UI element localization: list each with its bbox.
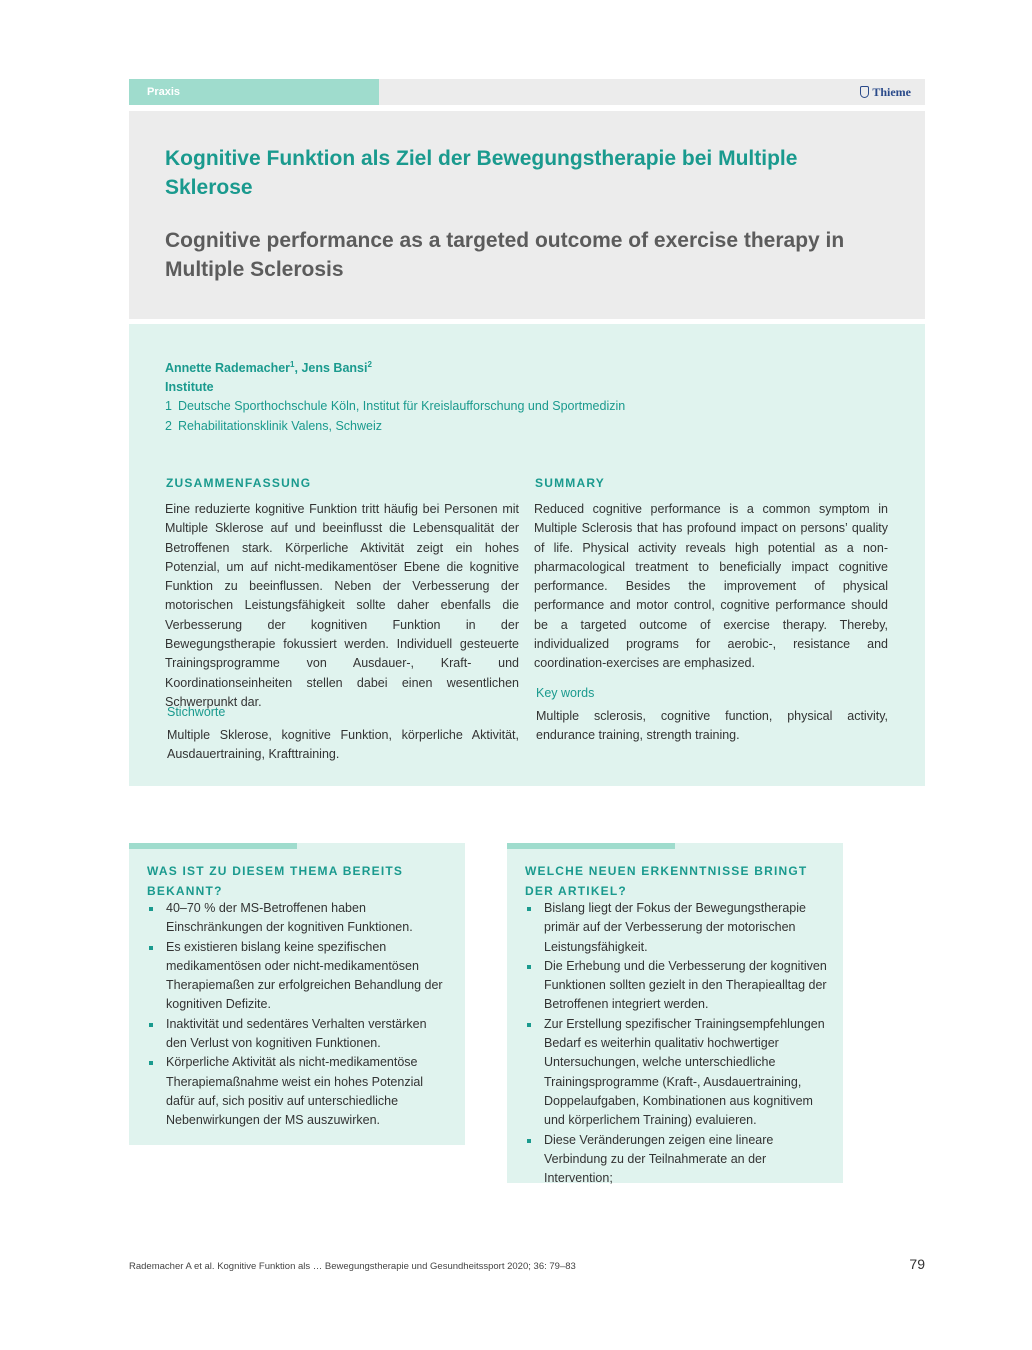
list-item (147, 1053, 449, 1130)
bullet-icon (149, 1023, 153, 1027)
author-affiliation: 1 (290, 360, 295, 369)
institute-name: Rehabilitationsklinik Valens, Schweiz (177, 419, 382, 433)
list-item (525, 1131, 827, 1189)
infobox-accent (129, 843, 297, 849)
stichworte-text: Multiple Sklerose, kognitive Funktion, körperliche Aktivität, Ausdauertraining, Krafttraining. (167, 728, 519, 762)
stichworte-heading: Stichworte (167, 705, 226, 719)
thieme-logo-icon (860, 86, 869, 98)
bullet-icon (527, 907, 531, 911)
institute-item (165, 419, 382, 433)
section-label: Praxis (129, 79, 379, 105)
summary-heading: SUMMARY (535, 476, 605, 490)
keywords-text: Multiple sclerosis, cognitive function, physical activity, endurance training, strength training. (536, 709, 888, 743)
list-item-text: Die Erhebung und die Verbesserung der kognitiven Funktionen sollten gezielt in den Therapiealltag der Betroffenen integriert werden. (544, 958, 827, 1012)
author-name: Jens Bansi (301, 361, 368, 376)
list-item-text: Inaktivität und sedentäres Verhalten verstärken den Verlust von kognitiven Funktionen. (166, 1016, 427, 1051)
list-item-text: Bislang liegt der Fokus der Bewegungstherapie primär auf der Verbesserung der motorischen Leistungsfähigkeit. (544, 901, 806, 954)
list-item-text: Zur Erstellung spezifischer Trainingsempfehlungen Bedarf es weiterhin qualitativ hochwertiger Untersuchungen, welche unterschiedliche Trainingsprogramme (Kraft-, Ausdauertraining, Doppelaufgaben, Kombinationen aus kognitivem und körperlichem Training) evaluieren. (544, 1016, 825, 1128)
author-separator: , (294, 361, 302, 376)
zusammenfassung-text: Eine reduzierte kognitive Funktion tritt häufig bei Personen mit Multiple Sklerose auf und beeinflusst die Lebensqualität der Betroffenen stark. Körperliche Aktivität zeigt ein hohes Potenzial, um auf nicht-medikamentöser Ebene die kognitive Funktion zu beeinflussen. Neben der Verbesserung der motorischen Leistungsfähigkeit sollte daher ebenfalls die Verbesserung der kognitiven Funktion in der Bewegungstherapie fokussiert werden. Individuell gesteuerte Trainingsprogramme von Ausdauer-, Kraft- und Koordinationseinheiten stellen dabei einen wesentlichen Schwerpunkt dar. (165, 502, 519, 709)
title-german: Kognitive Funktion als Ziel der Bewegungstherapie bei Multiple Sklerose (165, 147, 798, 199)
list-item-text: Diese Veränderungen zeigen eine lineare Verbindung zu der Teilnahmerate an der Intervention; (544, 1132, 774, 1186)
publisher-logo (860, 79, 911, 105)
summary-text: Reduced cognitive performance is a common symptom in Multiple Sclerosis that has profound impact on persons’ quality of life. Physical activity reveals high potential as a non-pharmacological treatment to beneficially impact cognitive performance. Besides the improvement of physical performance and motor control, cognitive performance should be a targeted outcome of exercise therapy. Thereby, individualized programs for aerobic-, resistance and coordination-exercises are emphasized. (534, 502, 888, 671)
list-item (525, 899, 827, 957)
bullet-icon (527, 965, 531, 969)
author-list (165, 360, 372, 375)
publisher-name: Thieme (872, 85, 911, 99)
infobox-known (129, 843, 465, 1145)
list-item-text: 40–70 % der MS-Betroffenen haben Einschränkungen der kognitiven Funktionen. (166, 901, 413, 935)
title-english: Cognitive performance as a targeted outcome of exercise therapy in Multiple Sclerosis (165, 229, 845, 281)
author-affiliation: 2 (367, 360, 372, 369)
keywords-heading: Key words (536, 686, 595, 700)
infobox-accent (507, 843, 675, 849)
bullet-icon (149, 907, 153, 911)
bullet-icon (527, 1023, 531, 1027)
infobox-new (507, 843, 843, 1186)
author-name: Annette Rademacher (165, 361, 291, 376)
institute-name: Deutsche Sporthochschule Köln, Institut für Kreislaufforschung und Sportmedizin (177, 399, 626, 413)
list-item (147, 938, 449, 1015)
infobox-heading: WAS IST ZU DIESEM THEMA BEREITS BEKANNT? (147, 864, 404, 898)
bullet-icon (149, 946, 153, 950)
page-number: 79 (909, 1256, 925, 1272)
header-bar (129, 79, 925, 105)
abstract-block (129, 324, 925, 786)
list-item (147, 1015, 449, 1054)
infobox-list (525, 899, 827, 1188)
infobox-list (147, 899, 449, 1131)
bullet-icon (527, 1139, 531, 1143)
list-item (525, 957, 827, 1015)
footer-citation: Rademacher A et al. Kognitive Funktion als … Bewegungstherapie und Gesundheitssport 2020; 36: 79–83 (129, 1261, 576, 1272)
infobox-heading: WELCHE NEUEN ERKENNTNISSE BRINGT DER ARTIKEL? (525, 864, 808, 898)
institute-item (165, 399, 625, 413)
zusammenfassung-heading: ZUSAMMENFASSUNG (166, 476, 312, 490)
institute-number: 1 (165, 399, 172, 413)
title-block (129, 111, 925, 319)
list-item (525, 1015, 827, 1131)
list-item-text: Körperliche Aktivität als nicht-medikamentöse Therapiemaßnahme weist ein hohes Potenzial dafür auf, sich positiv auf unterschiedliche Nebenwirkungen der MS auszuwirken. (166, 1055, 424, 1128)
institute-number: 2 (165, 419, 172, 433)
institutes-label: Institute (165, 380, 214, 394)
list-item (147, 899, 449, 938)
list-item-text: Es existieren bislang keine spezifischen medikamentösen oder nicht-medikamentösen Therapiemaßen zur erfolgreichen Behandlung der kognitiven Defizite. (166, 939, 443, 1012)
bullet-icon (149, 1061, 153, 1065)
